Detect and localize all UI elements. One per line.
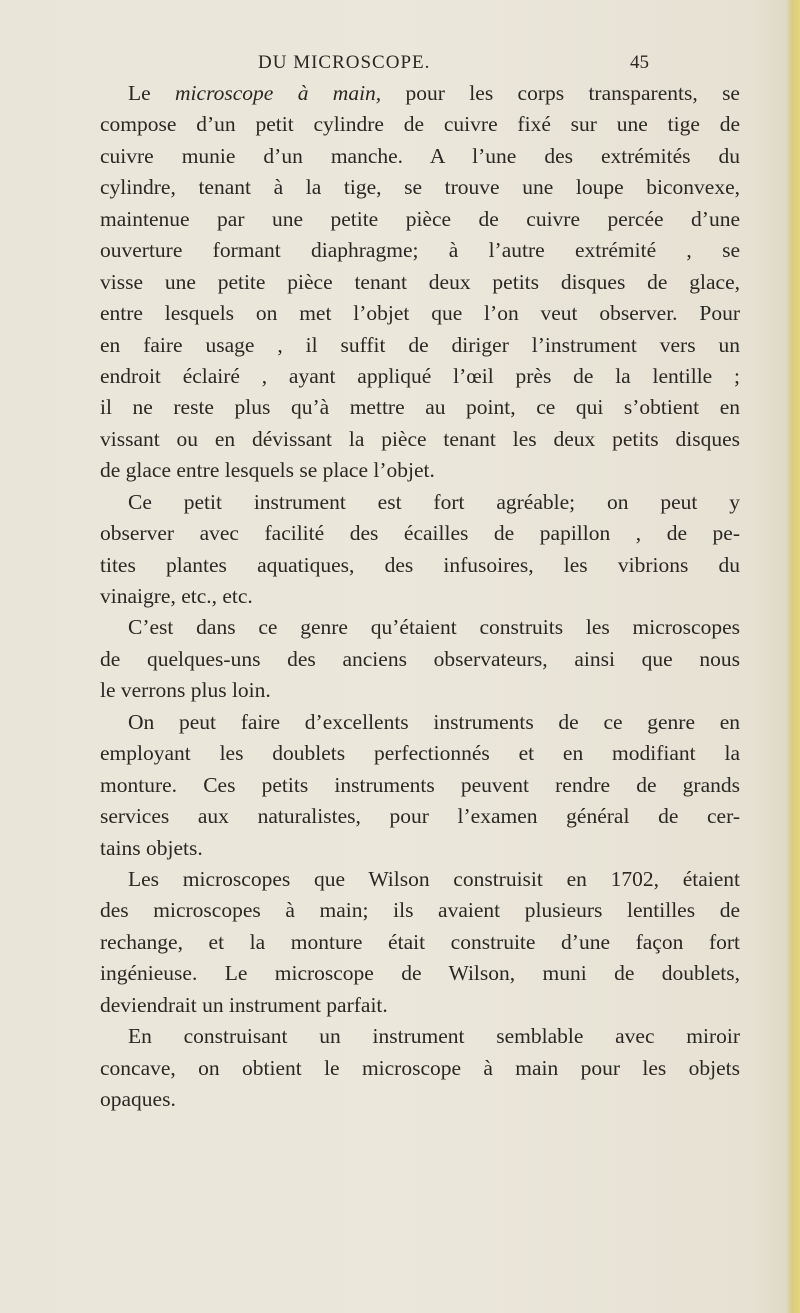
- text-line: Ce petit instrument est fort agréable; on peut y: [128, 489, 740, 514]
- text-line: observer avec facilité des écailles de papillon , de pe-: [100, 521, 740, 546]
- text-line: cylindre, tenant à la tige, se trouve une loupe biconvexe,: [100, 175, 740, 200]
- text-line: en faire usage , il suffit de diriger l’instrument vers un: [100, 332, 740, 357]
- emphasized-term: microscope à main,: [175, 81, 382, 105]
- text-line: [100, 78, 740, 109]
- text-line: employant les doublets perfectionnés et en modifiant la: [100, 741, 740, 766]
- page-header: [258, 52, 658, 80]
- text-line: entre lesquels on met l’objet que l’on veut observer. Pour: [100, 301, 740, 326]
- text-line: visse une petite pièce tenant deux petits disques de glace,: [100, 269, 740, 294]
- text-line: concave, on obtient le microscope à main pour les objets: [100, 1055, 740, 1080]
- text-line: de glace entre lesquels se place l’objet.: [100, 458, 435, 483]
- text-line: maintenue par une petite pièce de cuivre percée d’une: [100, 206, 740, 231]
- text-line: il ne reste plus qu’à mettre au point, ce qui s’obtient en: [100, 395, 740, 420]
- text-line: de quelques-uns des anciens observateurs, ainsi que nous: [100, 646, 740, 671]
- text-line: On peut faire d’excellents instruments de ce genre en: [128, 709, 740, 734]
- text-span: Le: [128, 81, 176, 105]
- text-line: services aux naturalistes, pour l’examen général de cer-: [100, 804, 740, 829]
- text-line: compose d’un petit cylindre de cuivre fixé sur une tige de: [100, 112, 740, 137]
- text-line: deviendrait un instrument parfait.: [100, 992, 388, 1017]
- text-line: tites plantes aquatiques, des infusoires, les vibrions du: [100, 552, 740, 577]
- text-line: cuivre munie d’un manche. A l’une des extrémités du: [100, 143, 740, 168]
- text-line: le verrons plus loin.: [100, 678, 271, 703]
- text-line: ouverture formant diaphragme; à l’autre extrémité , se: [100, 238, 740, 263]
- text-line: rechange, et la monture était construite d’une façon fort: [100, 929, 740, 954]
- page-number: 45: [630, 52, 649, 73]
- text-line: Les microscopes que Wilson construisit en 1702, étaient: [128, 866, 740, 891]
- text-line: vissant ou en dévissant la pièce tenant les deux petits disques: [100, 426, 740, 451]
- text-line: tains objets.: [100, 835, 203, 860]
- text-line: En construisant un instrument semblable avec miroir: [128, 1024, 740, 1049]
- page-edge-stain: [786, 0, 800, 1313]
- text-line: opaques.: [100, 1087, 176, 1111]
- text-span: pour les corps transparents, se: [381, 81, 740, 105]
- text-line: endroit éclairé , ayant appliqué l’œil près de la lentille ;: [100, 363, 740, 388]
- running-title: DU MICROSCOPE.: [258, 52, 431, 73]
- text-line: C’est dans ce genre qu’étaient construits les microscopes: [128, 615, 740, 640]
- text-line: monture. Ces petits instruments peuvent rendre de grands: [100, 772, 740, 797]
- text-line: ingénieuse. Le microscope de Wilson, muni de doublets,: [100, 961, 740, 986]
- text-line: des microscopes à main; ils avaient plusieurs lentilles de: [100, 898, 740, 923]
- text-line: vinaigre, etc., etc.: [100, 584, 253, 608]
- body-text: [100, 78, 740, 1115]
